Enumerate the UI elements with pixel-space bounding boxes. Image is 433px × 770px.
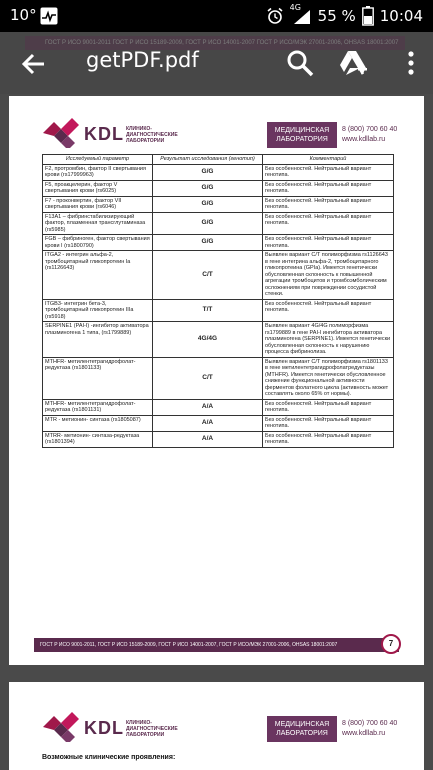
genotype-cell: G/G [153, 235, 263, 251]
clock-text: 10:04 [379, 7, 423, 25]
clinical-manifestations-heading: Возможные клинические проявления: [42, 754, 176, 761]
comment-cell: Выявлен вариант C/T полиморфизма rs1801133 в гене метилентетрагидрофолатредуктазы (MTHFR). Имеется генетически обусловленное снижение функциональной активности ферментов фолатного цикла (активность может составлять около 65% от нормы). [263, 357, 394, 399]
genotype-cell: 4G/4G [153, 322, 263, 358]
brand-subtitle-line: КЛИНИКО- [126, 720, 152, 726]
genotype-cell: G/G [153, 212, 263, 235]
table-header-row [43, 155, 394, 165]
genotype-cell: G/G [153, 196, 263, 212]
table-row [43, 180, 394, 196]
genotype-cell: A/A [153, 415, 263, 431]
brand-name: KDL [84, 718, 124, 738]
parameter-cell: FGB – фибриноген, фактор свертывания крови I (rs1800790) [43, 235, 153, 251]
more-options-icon[interactable] [396, 48, 426, 78]
comment-cell: Выявлен вариант 4G/4G полиморфизма rs1799889 в гене PAI-I ингибитора активатора плазминогена (SERPINE1). Имеется генетически обусловленная склонность к нарушению процесса фибринолиза. [263, 322, 394, 358]
contact-info [342, 125, 397, 145]
contact-site: www.kdllab.ru [342, 730, 386, 737]
table-row [43, 251, 394, 300]
status-bar [0, 0, 433, 32]
table-row [43, 399, 394, 415]
parameter-cell: MTR - метионин- синтаза (rs1805087) [43, 415, 153, 431]
table-row [43, 322, 394, 358]
battery-icon [362, 6, 374, 26]
contact-phone: 8 (800) 700 60 40 [342, 126, 398, 133]
genotype-cell: T/T [153, 299, 263, 322]
lab-label-box [267, 716, 337, 742]
table-row [43, 196, 394, 212]
pdf-page[interactable] [9, 96, 424, 665]
column-header: Результат исследования (генотип) [153, 155, 263, 165]
parameter-cell: F13A1 – фибринстабилизирующий фактор, плазменная трансглутаминаза (rs5985) [43, 212, 153, 235]
contact-site: www.kdllab.ru [342, 136, 386, 143]
parameter-cell: ITGA2 - интегрин альфа-2, тромбоцитарный гликопротеин Ia (rs1126643) [43, 251, 153, 300]
document-title: getPDF.pdf [86, 48, 199, 72]
genotype-cell: G/G [153, 164, 263, 180]
page-number-badge: 7 [381, 634, 401, 654]
network-label: 4G [289, 3, 301, 12]
table-row [43, 212, 394, 235]
lab-label-line: ЛАБОРАТОРИЯ [276, 730, 328, 737]
battery-percent: 55 % [317, 7, 356, 25]
parameter-cell: F2, протромбин, фактор II свертывания крови (rs17999963) [43, 164, 153, 180]
app-bar [0, 32, 433, 94]
table-row [43, 235, 394, 251]
kdl-logo-icon [39, 712, 83, 742]
alarm-icon [266, 7, 284, 25]
brand-subtitle-line: ЛАБОРАТОРИИ [126, 732, 165, 738]
genotype-cell: C/T [153, 251, 263, 300]
comment-cell: Без особенностей. Нейтральный вариант генотипа. [263, 399, 394, 415]
signal-4g-icon [289, 3, 312, 25]
column-header: Исследуемый параметр [43, 155, 153, 165]
parameter-cell: MTHFR- метилентетрагидрофолат-редуктаза (rs1801133) [43, 357, 153, 399]
add-to-drive-icon[interactable] [338, 48, 368, 78]
brand-subtitle-line: КЛИНИКО- [126, 126, 152, 132]
brand-name: KDL [84, 124, 124, 144]
pdf-page-next[interactable] [9, 682, 424, 770]
brand-subtitle [126, 720, 178, 738]
brand-subtitle-line: ЛАБОРАТОРИИ [126, 138, 165, 144]
brand-subtitle-line: ДИАГНОСТИЧЕСКИЕ [126, 726, 178, 732]
activity-icon [40, 7, 58, 25]
parameter-cell: F7 - проконвертин, фактор VII свертывания крови (rs6046) [43, 196, 153, 212]
genotype-cell: A/A [153, 431, 263, 447]
brand-subtitle-line: ДИАГНОСТИЧЕСКИЕ [126, 132, 178, 138]
genotype-cell: C/T [153, 357, 263, 399]
lab-label-line: ЛАБОРАТОРИЯ [276, 136, 328, 143]
ghost-footer-band: ГОСТ Р ИСО 9001-2011 ГОСТ Р ИСО 15189-2009, ГОСТ Р ИСО 14001-2007 ГОСТ Р ИСО/МЭК 27001-2006, OHSAS 18001:2007 [25, 36, 405, 50]
parameter-cell: ITGB3- интегрин бета-3, тромбоцитарный гликопротеин IIIa (rs5918) [43, 299, 153, 322]
table-row [43, 299, 394, 322]
search-icon[interactable] [285, 48, 315, 78]
comment-cell: Выявлен вариант C/T полиморфизма rs1126643 в гене интегрина альфа-2, тромбоцитарного гликопротеина (GPIa). Имеется генетически обусловленная склонность к повышенной агрегации тромбоцитов и тромбоэмболическим осложнениям при повреждении сосудистой стенки. [263, 251, 394, 300]
column-header: Комментарий [263, 155, 394, 165]
comment-cell: Без особенностей. Нейтральный вариант генотипа. [263, 415, 394, 431]
comment-cell: Без особенностей. Нейтральный вариант генотипа. [263, 196, 394, 212]
temperature-text: 10° [10, 6, 37, 24]
results-table [42, 154, 394, 448]
footer-standards: ГОСТ Р ИСО 9001-2011, ГОСТ Р ИСО 15189-2009, ГОСТ Р ИСО 14001-2007, ГОСТ Р ИСО/МЭК 27001-2006, OHSAS 18001:2007 [34, 638, 399, 652]
lab-label-line: МЕДИЦИНСКАЯ [274, 127, 330, 134]
table-row [43, 164, 394, 180]
parameter-cell: MTHFR- метилентетрагидрофолат-редуктаза (rs1801131) [43, 399, 153, 415]
brand-subtitle [126, 126, 178, 144]
kdl-logo-icon [39, 118, 83, 148]
comment-cell: Без особенностей. Нейтральный вариант генотипа. [263, 235, 394, 251]
comment-cell: Без особенностей. Нейтральный вариант генотипа. [263, 212, 394, 235]
table-row [43, 357, 394, 399]
contact-phone: 8 (800) 700 60 40 [342, 720, 398, 727]
back-arrow-icon[interactable] [18, 48, 50, 80]
comment-cell: Без особенностей. Нейтральный вариант генотипа. [263, 431, 394, 447]
table-row [43, 431, 394, 447]
contact-info [342, 719, 397, 739]
parameter-cell: MTRR- метионин- синтаза-редуктаза (rs1801394) [43, 431, 153, 447]
lab-label-line: МЕДИЦИНСКАЯ [274, 721, 330, 728]
comment-cell: Без особенностей. Нейтральный вариант генотипа. [263, 180, 394, 196]
comment-cell: Без особенностей. Нейтральный вариант генотипа. [263, 299, 394, 322]
parameter-cell: SERPINE1 (PAI-I) -ингибитор активатора плазминогена 1 типа, (rs1799889) [43, 322, 153, 358]
table-row [43, 415, 394, 431]
parameter-cell: F5, проакцелерин, фактор V свертывания крови (rs6025) [43, 180, 153, 196]
comment-cell: Без особенностей. Нейтральный вариант генотипа. [263, 164, 394, 180]
genotype-cell: G/G [153, 180, 263, 196]
genotype-cell: A/A [153, 399, 263, 415]
lab-label-box [267, 122, 337, 148]
